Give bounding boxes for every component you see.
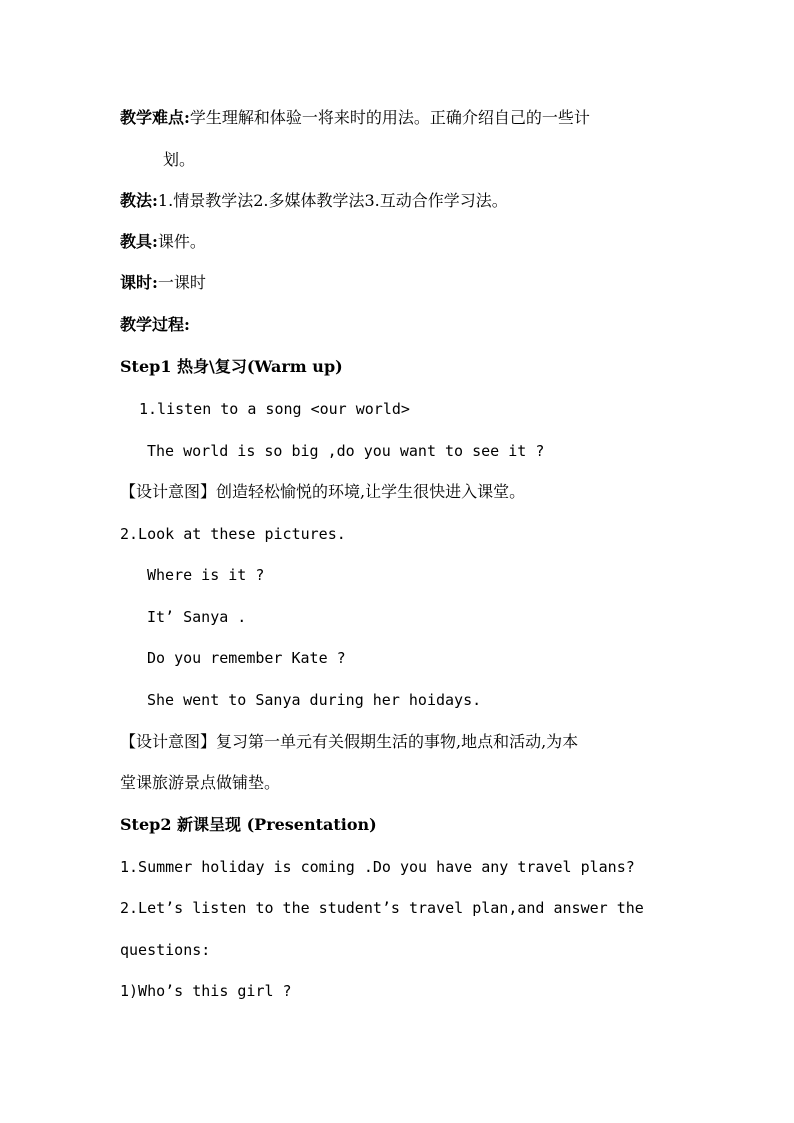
line-text: 1.Summer holiday is coming .Do you have any travel plans? <box>120 858 635 876</box>
section-heading: Step2 新课呈现 (Presentation) <box>120 815 377 834</box>
step2-item-1 <box>120 856 635 878</box>
class-hours-line <box>120 272 206 294</box>
line-text: 课件。 <box>157 232 206 251</box>
question-kate <box>147 647 346 669</box>
line-text: 2.Look at these pictures. <box>120 525 346 543</box>
design-intent-2-continuation <box>120 772 280 794</box>
step1-heading <box>120 356 343 378</box>
line-label: 教学难点: <box>120 108 190 127</box>
teaching-tools-line <box>120 231 206 253</box>
line-text: 划。 <box>163 150 196 169</box>
step2-question-1 <box>120 980 292 1002</box>
line-text: 学生理解和体验一将来时的用法。正确介绍自己的一些计 <box>189 108 590 127</box>
line-text: Where is it ? <box>147 566 265 584</box>
line-text: questions: <box>120 941 211 959</box>
line-text: 【设计意图】复习第一单元有关假期生活的事物,地点和活动,为本 <box>120 732 579 751</box>
line-text: The world is so big ,do you want to see it ? <box>147 442 545 460</box>
design-intent-2 <box>120 731 578 753</box>
line-label: 课时: <box>120 273 158 292</box>
step1-sentence <box>147 440 544 462</box>
step1-item-2 <box>120 523 346 545</box>
line-text: 堂课旅游景点做铺垫。 <box>120 773 281 792</box>
line-text: 【设计意图】创造轻松愉悦的环境,让学生很快进入课堂。 <box>120 482 526 501</box>
answer-holidays <box>147 689 481 711</box>
line-text: It’ Sanya . <box>147 608 247 626</box>
question-where <box>147 564 264 586</box>
step2-heading <box>120 814 377 836</box>
teaching-method-line <box>120 190 508 212</box>
step2-item-2 <box>120 897 644 919</box>
teaching-process-heading <box>120 314 190 336</box>
answer-sanya <box>147 606 246 628</box>
teaching-difficulty-continuation <box>163 149 195 171</box>
design-intent-1 <box>120 481 525 503</box>
line-label: 教法: <box>120 191 158 210</box>
line-text: 1.listen to a song <our world> <box>139 400 410 418</box>
section-heading: 教学过程: <box>120 315 190 334</box>
line-text: Do you remember Kate ? <box>147 649 346 667</box>
line-text: She went to Sanya during her hoidays. <box>147 691 482 709</box>
line-text: 2.Let’s listen to the student’s travel plan,and answer the <box>120 899 644 917</box>
line-text: 一课时 <box>157 273 206 292</box>
line-label: 教具: <box>120 232 158 251</box>
line-text: 1)Who’s this girl ? <box>120 982 292 1000</box>
step2-item-2-continuation <box>120 939 210 961</box>
teaching-difficulty-line <box>120 107 590 129</box>
section-heading: Step1 热身\复习(Warm up) <box>120 357 343 376</box>
line-text: 1.情景教学法2.多媒体教学法3.互动合作学习法。 <box>157 191 508 210</box>
step1-item-1 <box>139 398 410 420</box>
